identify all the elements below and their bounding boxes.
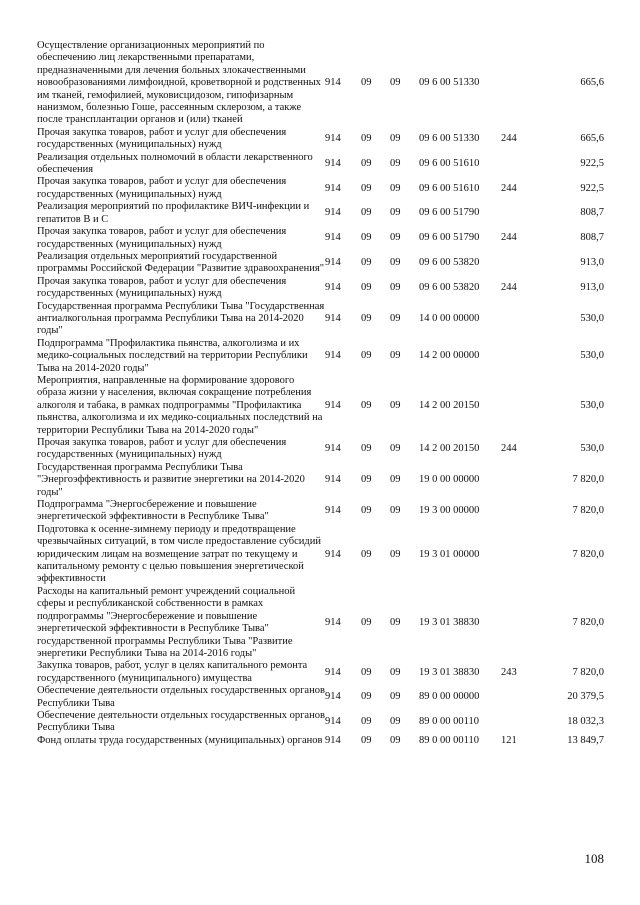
- table-row: [37, 152, 604, 177]
- table-row: [37, 660, 604, 685]
- section-code: 09: [361, 716, 372, 728]
- subsection-code: 09: [390, 182, 401, 194]
- subsection-code: 09: [390, 281, 401, 293]
- ministry-code: 914: [325, 716, 341, 728]
- row-description: Подпрограмма "Профилактика пьянства, алкоголизма и их медико-социальных последствий на территории Республики Тыва на 2014-2020 годы": [37, 337, 308, 374]
- ministry-code: 914: [325, 734, 341, 746]
- row-description: Прочая закупка товаров, работ и услуг для обеспечения государственных (муниципальных) нужд: [37, 437, 287, 461]
- target-article-code: 09 6 00 51330: [419, 77, 480, 89]
- ministry-code: 914: [325, 232, 341, 244]
- table-row: [37, 685, 604, 710]
- ministry-code: 914: [325, 350, 341, 362]
- expense-type-code: 243: [501, 666, 517, 678]
- amount-value: 808,7: [580, 232, 604, 244]
- subsection-code: 09: [390, 716, 401, 728]
- section-code: 09: [361, 350, 372, 362]
- subsection-code: 09: [390, 616, 401, 628]
- target-article-code: 09 6 00 51610: [419, 157, 480, 169]
- amount-value: 913,0: [580, 257, 604, 269]
- amount-value: 7 820,0: [572, 666, 604, 678]
- target-article-code: 19 0 00 00000: [419, 474, 480, 486]
- table-row: [37, 338, 604, 375]
- ministry-code: 914: [325, 281, 341, 293]
- amount-value: 530,0: [580, 312, 604, 324]
- expense-type-code: [501, 251, 535, 276]
- section-code: 09: [361, 257, 372, 269]
- ministry-code: 914: [325, 616, 341, 628]
- budget-table: [37, 40, 604, 747]
- row-description: Подготовка к осенне-зимнему периоду и предотвращение чрезвычайных ситуаций, в том числе предоставление субсидий юридическим лицам на возмещение затрат по текущему и капитальному ремонту с целью повышения энергетической эффективности: [37, 523, 321, 585]
- ministry-code: 914: [325, 157, 341, 169]
- ministry-code: 914: [325, 257, 341, 269]
- row-description: Расходы на капитальный ремонт учреждений социальной сферы и республиканской собственности в рамках подпрограммы "Энергосбережение и повышение энергетической эффективности в Республике Тыва" государственной программы Республики Тыва "Развитие энергетики Республики Тыва на 2014-2016 годы": [37, 585, 296, 659]
- budget-table-body: [37, 40, 604, 747]
- subsection-code: 09: [390, 257, 401, 269]
- row-description: Обеспечение деятельности отдельных государственных органов Республики Тыва: [37, 709, 325, 734]
- target-article-code: 89 0 00 00110: [419, 716, 479, 728]
- expense-type-code: 244: [501, 182, 517, 194]
- subsection-code: 09: [390, 77, 401, 89]
- subsection-code: 09: [390, 691, 401, 703]
- target-article-code: 09 6 00 53820: [419, 257, 480, 269]
- amount-value: 913,0: [580, 281, 604, 293]
- expense-type-code: [501, 201, 535, 226]
- target-article-code: 09 6 00 51790: [419, 232, 480, 244]
- section-code: 09: [361, 666, 372, 678]
- subsection-code: 09: [390, 666, 401, 678]
- row-description: Подпрограмма "Энергосбережение и повышение энергетической эффективности в Республике Тыва": [37, 499, 269, 523]
- subsection-code: 09: [390, 232, 401, 244]
- expense-type-code: [501, 301, 535, 338]
- expense-type-code: 121: [501, 734, 517, 746]
- row-description: Осуществление организационных мероприятий по обеспечению лиц лекарственными препаратами, предназначенными для лечения больных злокачественными новообразованиями лимфоидной, кроветворной и родственных им тканей, гемофилией, муковисцидозом, гипофизарным нанизмом, болезнью Гоше, рассеянным склерозом, а также после трансплантации органов и (или) тканей: [37, 40, 321, 126]
- amount-value: 7 820,0: [572, 616, 604, 628]
- expense-type-code: [501, 586, 535, 660]
- amount-value: 7 820,0: [572, 505, 604, 517]
- ministry-code: 914: [325, 312, 341, 324]
- table-row: [37, 524, 604, 586]
- target-article-code: 19 3 00 00000: [419, 505, 480, 517]
- ministry-code: 914: [325, 399, 341, 411]
- table-row: [37, 735, 604, 747]
- row-description: Фонд оплаты труда государственных (муниципальных) органов: [37, 734, 323, 746]
- table-row: [37, 710, 604, 735]
- target-article-code: 09 6 00 51790: [419, 207, 480, 219]
- section-code: 09: [361, 133, 372, 145]
- row-description: Прочая закупка товаров, работ и услуг для обеспечения государственных (муниципальных) нужд: [37, 226, 287, 250]
- amount-value: 530,0: [580, 399, 604, 411]
- section-code: 09: [361, 548, 372, 560]
- amount-value: 665,6: [580, 77, 604, 89]
- section-code: 09: [361, 505, 372, 517]
- table-row: [37, 437, 604, 462]
- table-row: [37, 226, 604, 251]
- section-code: 09: [361, 207, 372, 219]
- ministry-code: 914: [325, 443, 341, 455]
- amount-value: 922,5: [580, 182, 604, 194]
- amount-value: 18 032,3: [567, 716, 604, 728]
- expense-type-code: [501, 375, 535, 437]
- row-description: Государственная программа Республики Тыва "Государственная антиалкогольная программа Республики Тыва на 2014-2020 годы": [37, 300, 325, 337]
- row-description: Реализация отдельных мероприятий государственной программы Российской Федерации "Развитие здравоохранения": [37, 250, 325, 275]
- ministry-code: 914: [325, 474, 341, 486]
- ministry-code: 914: [325, 666, 341, 678]
- expense-type-code: [501, 338, 535, 375]
- expense-type-code: [501, 152, 535, 177]
- table-row: [37, 462, 604, 499]
- expense-type-code: 244: [501, 133, 517, 145]
- subsection-code: 09: [390, 505, 401, 517]
- table-row: [37, 176, 604, 201]
- table-row: [37, 201, 604, 226]
- subsection-code: 09: [390, 350, 401, 362]
- ministry-code: 914: [325, 505, 341, 517]
- target-article-code: 09 6 00 53820: [419, 281, 480, 293]
- section-code: 09: [361, 691, 372, 703]
- page-number: 108: [584, 851, 604, 866]
- target-article-code: 09 6 00 51330: [419, 133, 480, 145]
- amount-value: 530,0: [580, 443, 604, 455]
- subsection-code: 09: [390, 443, 401, 455]
- table-row: [37, 499, 604, 524]
- row-description: Государственная программа Республики Тыва "Энергоэффективность и развитие энергетики на 2014-2020 годы": [37, 461, 305, 498]
- amount-value: 7 820,0: [572, 548, 604, 560]
- amount-value: 665,6: [580, 133, 604, 145]
- section-code: 09: [361, 616, 372, 628]
- row-description: Реализация мероприятий по профилактике ВИЧ-инфекции и гепатитов В и С: [37, 201, 310, 225]
- row-description: Закупка товаров, работ, услуг в целях капитального ремонта государственного (муниципального) имущества: [37, 660, 308, 684]
- row-description: Мероприятия, направленные на формирование здорового образа жизни у населения, включая сокращение потребления алкоголя и табака, в рамках подпрограммы "Профилактика пьянства, алкоголизма и их медико-социальных последствий на территории Республики Тыва на 2014-2020 годы": [37, 374, 323, 436]
- amount-value: 808,7: [580, 207, 604, 219]
- expense-type-code: [501, 685, 535, 710]
- subsection-code: 09: [390, 312, 401, 324]
- amount-value: 13 849,7: [567, 734, 604, 746]
- row-description: Реализация отдельных полномочий в области лекарственного обеспечения: [37, 151, 313, 176]
- target-article-code: 19 3 01 38830: [419, 616, 480, 628]
- subsection-code: 09: [390, 133, 401, 145]
- section-code: 09: [361, 312, 372, 324]
- ministry-code: 914: [325, 182, 341, 194]
- subsection-code: 09: [390, 734, 401, 746]
- row-description: Обеспечение деятельности отдельных государственных органов Республики Тыва: [37, 685, 325, 709]
- section-code: 09: [361, 734, 372, 746]
- target-article-code: 14 2 00 00000: [419, 350, 480, 362]
- expense-type-code: [501, 499, 535, 524]
- table-row: [37, 251, 604, 276]
- subsection-code: 09: [390, 474, 401, 486]
- section-code: 09: [361, 281, 372, 293]
- subsection-code: 09: [390, 399, 401, 411]
- table-row: [37, 127, 604, 152]
- table-row: [37, 586, 604, 660]
- ministry-code: 914: [325, 691, 341, 703]
- expense-type-code: 244: [501, 232, 517, 244]
- expense-type-code: [501, 710, 535, 735]
- target-article-code: 14 0 00 00000: [419, 312, 480, 324]
- expense-type-code: [501, 40, 535, 127]
- amount-value: 7 820,0: [572, 474, 604, 486]
- expense-type-code: 244: [501, 281, 517, 293]
- subsection-code: 09: [390, 548, 401, 560]
- table-row: [37, 375, 604, 437]
- row-description: Прочая закупка товаров, работ и услуг для обеспечения государственных (муниципальных) нужд: [37, 176, 287, 200]
- section-code: 09: [361, 77, 372, 89]
- table-row: [37, 276, 604, 301]
- row-description: Прочая закупка товаров, работ и услуг для обеспечения государственных (муниципальных) нужд: [37, 275, 287, 300]
- target-article-code: 89 0 00 00000: [419, 691, 480, 703]
- ministry-code: 914: [325, 207, 341, 219]
- section-code: 09: [361, 399, 372, 411]
- amount-value: 922,5: [580, 157, 604, 169]
- target-article-code: 19 3 01 00000: [419, 548, 480, 560]
- expense-type-code: 244: [501, 443, 517, 455]
- amount-value: 20 379,5: [567, 691, 604, 703]
- section-code: 09: [361, 182, 372, 194]
- table-row: [37, 40, 604, 127]
- section-code: 09: [361, 232, 372, 244]
- table-row: [37, 301, 604, 338]
- expense-type-code: [501, 462, 535, 499]
- section-code: 09: [361, 474, 372, 486]
- ministry-code: 914: [325, 133, 341, 145]
- subsection-code: 09: [390, 157, 401, 169]
- subsection-code: 09: [390, 207, 401, 219]
- ministry-code: 914: [325, 77, 341, 89]
- expense-type-code: [501, 524, 535, 586]
- amount-value: 530,0: [580, 350, 604, 362]
- section-code: 09: [361, 443, 372, 455]
- target-article-code: 14 2 00 20150: [419, 399, 480, 411]
- row-description: Прочая закупка товаров, работ и услуг для обеспечения государственных (муниципальных) нужд: [37, 126, 287, 151]
- section-code: 09: [361, 157, 372, 169]
- ministry-code: 914: [325, 548, 341, 560]
- target-article-code: 19 3 01 38830: [419, 666, 480, 678]
- target-article-code: 09 6 00 51610: [419, 182, 480, 194]
- target-article-code: 14 2 00 20150: [419, 443, 480, 455]
- target-article-code: 89 0 00 00110: [419, 734, 479, 746]
